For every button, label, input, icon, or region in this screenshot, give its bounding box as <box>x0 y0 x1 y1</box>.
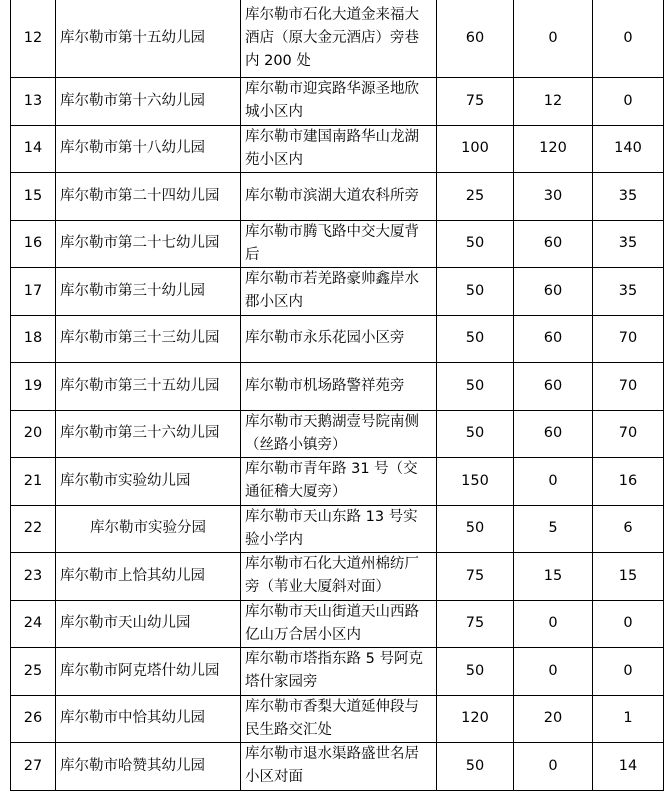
value-cell-3: 0 <box>593 0 664 78</box>
value-cell-3: 140 <box>593 125 664 173</box>
address-cell: 库尔勒市塔指东路 5 号阿克塔什家园旁 <box>241 648 437 696</box>
value-cell-2: 0 <box>514 600 593 648</box>
table-row <box>11 268 664 316</box>
kindergarten-name-cell: 库尔勒市第十五幼儿园 <box>56 0 241 78</box>
value-cell-3: 6 <box>593 505 664 553</box>
value-cell-2: 60 <box>514 315 593 363</box>
address-cell: 库尔勒市机场路警祥苑旁 <box>241 363 437 411</box>
value-cell-3: 35 <box>593 268 664 316</box>
value-cell-1: 75 <box>437 553 514 601</box>
value-cell-3: 0 <box>593 78 664 126</box>
address-cell: 库尔勒市迎宾路华源圣地欣城小区内 <box>241 78 437 126</box>
value-cell-1: 75 <box>437 600 514 648</box>
row-number-cell: 13 <box>11 78 56 126</box>
table-row <box>11 220 664 268</box>
kindergarten-name-cell: 库尔勒市上恰其幼儿园 <box>56 553 241 601</box>
address-cell: 库尔勒市滨湖大道农科所旁 <box>241 173 437 221</box>
value-cell-3: 0 <box>593 600 664 648</box>
row-number-cell: 15 <box>11 173 56 221</box>
address-cell: 库尔勒市天鹅湖壹号院南侧（丝路小镇旁） <box>241 410 437 458</box>
value-cell-1: 120 <box>437 695 514 743</box>
value-cell-3: 70 <box>593 410 664 458</box>
value-cell-2: 0 <box>514 743 593 791</box>
value-cell-2: 20 <box>514 695 593 743</box>
address-cell: 库尔勒市建国南路华山龙湖苑小区内 <box>241 125 437 173</box>
table-row <box>11 125 664 173</box>
value-cell-2: 0 <box>514 0 593 78</box>
table-row <box>11 600 664 648</box>
kindergarten-name-cell: 库尔勒市第十六幼儿园 <box>56 78 241 126</box>
value-cell-3: 70 <box>593 315 664 363</box>
kindergarten-name-cell: 库尔勒市第三十幼儿园 <box>56 268 241 316</box>
kindergarten-table <box>10 0 664 791</box>
row-number-cell: 12 <box>11 0 56 78</box>
value-cell-2: 15 <box>514 553 593 601</box>
table-row <box>11 315 664 363</box>
value-cell-2: 120 <box>514 125 593 173</box>
kindergarten-name-cell: 库尔勒市天山幼儿园 <box>56 600 241 648</box>
value-cell-1: 50 <box>437 743 514 791</box>
address-cell: 库尔勒市天山街道天山西路亿山万合居小区内 <box>241 600 437 648</box>
value-cell-1: 150 <box>437 458 514 506</box>
kindergarten-name-cell: 库尔勒市第十八幼儿园 <box>56 125 241 173</box>
value-cell-1: 50 <box>437 505 514 553</box>
table-row <box>11 743 664 791</box>
value-cell-3: 35 <box>593 220 664 268</box>
value-cell-1: 100 <box>437 125 514 173</box>
value-cell-2: 0 <box>514 648 593 696</box>
row-number-cell: 19 <box>11 363 56 411</box>
row-number-cell: 22 <box>11 505 56 553</box>
address-cell: 库尔勒市退水渠路盛世名居小区对面 <box>241 743 437 791</box>
table-row <box>11 505 664 553</box>
address-cell: 库尔勒市香梨大道延伸段与民生路交汇处 <box>241 695 437 743</box>
value-cell-3: 35 <box>593 173 664 221</box>
value-cell-1: 50 <box>437 648 514 696</box>
value-cell-2: 60 <box>514 363 593 411</box>
value-cell-1: 50 <box>437 220 514 268</box>
table-row <box>11 173 664 221</box>
value-cell-3: 0 <box>593 648 664 696</box>
value-cell-2: 30 <box>514 173 593 221</box>
address-cell: 库尔勒市石化大道金来福大酒店（原大金元酒店）旁巷内 200 处 <box>241 0 437 78</box>
table-body <box>11 0 664 790</box>
row-number-cell: 16 <box>11 220 56 268</box>
value-cell-3: 70 <box>593 363 664 411</box>
row-number-cell: 27 <box>11 743 56 791</box>
table-row <box>11 458 664 506</box>
value-cell-1: 25 <box>437 173 514 221</box>
table-row <box>11 695 664 743</box>
value-cell-2: 12 <box>514 78 593 126</box>
table-row <box>11 0 664 78</box>
kindergarten-name-cell: 库尔勒市中恰其幼儿园 <box>56 695 241 743</box>
row-number-cell: 14 <box>11 125 56 173</box>
value-cell-3: 15 <box>593 553 664 601</box>
kindergarten-name-cell: 库尔勒市哈赞其幼儿园 <box>56 743 241 791</box>
row-number-cell: 18 <box>11 315 56 363</box>
value-cell-2: 0 <box>514 458 593 506</box>
kindergarten-name-cell: 库尔勒市第三十六幼儿园 <box>56 410 241 458</box>
value-cell-1: 50 <box>437 410 514 458</box>
value-cell-3: 1 <box>593 695 664 743</box>
row-number-cell: 21 <box>11 458 56 506</box>
value-cell-2: 5 <box>514 505 593 553</box>
value-cell-1: 50 <box>437 268 514 316</box>
address-cell: 库尔勒市青年路 31 号（交通征稽大厦旁） <box>241 458 437 506</box>
kindergarten-name-cell: 库尔勒市阿克塔什幼儿园 <box>56 648 241 696</box>
value-cell-2: 60 <box>514 220 593 268</box>
row-number-cell: 17 <box>11 268 56 316</box>
table-row <box>11 553 664 601</box>
value-cell-1: 75 <box>437 78 514 126</box>
address-cell: 库尔勒市若羌路豪帅鑫岸水郡小区内 <box>241 268 437 316</box>
kindergarten-name-cell: 库尔勒市实验幼儿园 <box>56 458 241 506</box>
kindergarten-name-cell: 库尔勒市第二十七幼儿园 <box>56 220 241 268</box>
address-cell: 库尔勒市永乐花园小区旁 <box>241 315 437 363</box>
value-cell-2: 60 <box>514 410 593 458</box>
table-row <box>11 78 664 126</box>
value-cell-3: 14 <box>593 743 664 791</box>
row-number-cell: 25 <box>11 648 56 696</box>
table-row <box>11 410 664 458</box>
kindergarten-name-cell: 库尔勒市实验分园 <box>56 505 241 553</box>
address-cell: 库尔勒市天山东路 13 号实验小学内 <box>241 505 437 553</box>
value-cell-1: 50 <box>437 315 514 363</box>
kindergarten-name-cell: 库尔勒市第二十四幼儿园 <box>56 173 241 221</box>
row-number-cell: 24 <box>11 600 56 648</box>
table-row <box>11 363 664 411</box>
value-cell-3: 16 <box>593 458 664 506</box>
row-number-cell: 20 <box>11 410 56 458</box>
address-cell: 库尔勒市石化大道州棉纺厂旁（苇业大厦斜对面） <box>241 553 437 601</box>
value-cell-1: 60 <box>437 0 514 78</box>
address-cell: 库尔勒市腾飞路中交大厦背后 <box>241 220 437 268</box>
kindergarten-name-cell: 库尔勒市第三十三幼儿园 <box>56 315 241 363</box>
row-number-cell: 26 <box>11 695 56 743</box>
kindergarten-name-cell: 库尔勒市第三十五幼儿园 <box>56 363 241 411</box>
table-row <box>11 648 664 696</box>
value-cell-1: 50 <box>437 363 514 411</box>
value-cell-2: 60 <box>514 268 593 316</box>
row-number-cell: 23 <box>11 553 56 601</box>
